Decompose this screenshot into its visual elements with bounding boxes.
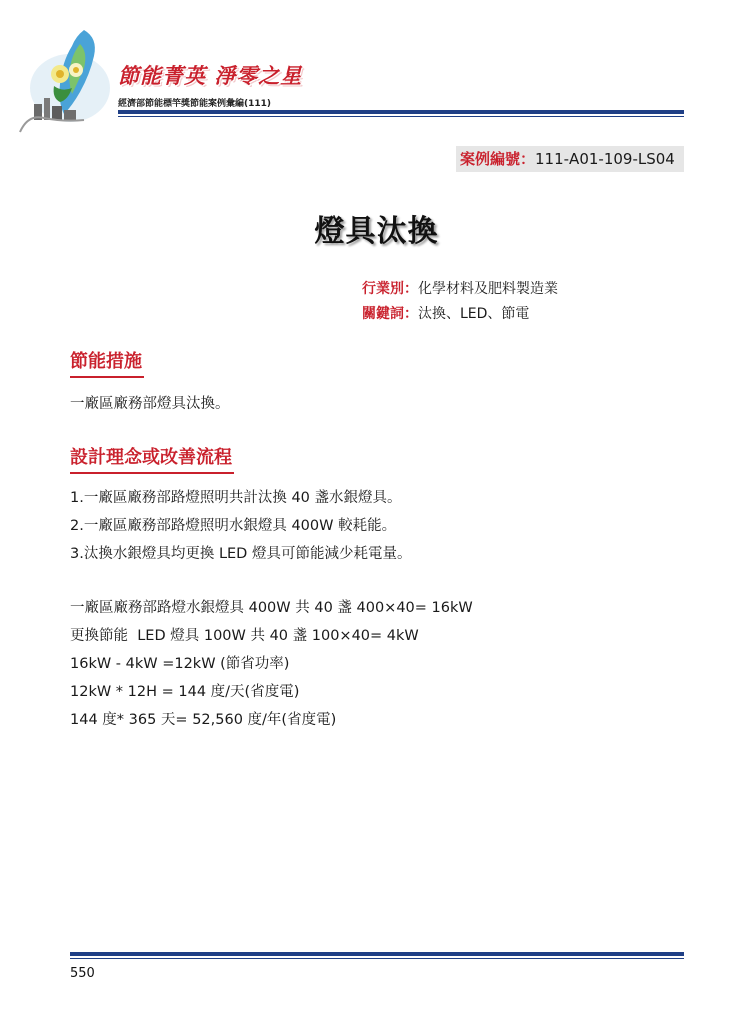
publication-subtitle: 經濟部節能標竿獎節能案例彙編(111) [118, 99, 272, 109]
section-heading-design: 設計理念或改善流程 [70, 443, 234, 474]
footer-rule [70, 952, 684, 956]
keywords-label: 關鍵詞： [362, 306, 418, 322]
design-item-1: 1.一廠區廠務部路燈照明共計汰換 40 盞水銀燈具。 [70, 490, 402, 506]
case-number-box [456, 146, 684, 172]
calc-line-4: 12kW * 12H = 144 度/天(省度電) [70, 684, 300, 700]
calc-line-3: 16kW - 4kW =12kW (節省功率) [70, 656, 290, 672]
industry-value: 化學材料及肥料製造業 [418, 281, 558, 297]
measures-text: 一廠區廠務部燈具汰換。 [70, 396, 230, 412]
section-heading-measures: 節能措施 [70, 347, 144, 378]
page-number: 550 [70, 966, 95, 981]
design-item-3: 3.汰換水銀燈具均更換 LED 燈具可節能減少耗電量。 [70, 546, 412, 562]
header-rule-thin [118, 116, 684, 117]
design-item-2: 2.一廠區廠務部路燈照明水銀燈具 400W 較耗能。 [70, 518, 397, 534]
calc-line-2: 更換節能 LED 燈具 100W 共 40 盞 100×40= 4kW [70, 628, 419, 644]
publication-logo [14, 22, 114, 134]
publication-title: 節能菁英 淨零之星 [118, 63, 303, 88]
header-rule [118, 110, 684, 114]
industry-label: 行業別： [362, 281, 418, 297]
taiwan-globe-icon [14, 22, 114, 134]
case-number-label: 案例編號： [460, 150, 536, 168]
calc-line-1: 一廠區廠務部路燈水銀燈具 400W 共 40 盞 400×40= 16kW [70, 600, 473, 616]
calc-line-5: 144 度* 365 天= 52,560 度/年(省度電) [70, 712, 337, 728]
industry-line [362, 278, 558, 298]
keywords-value: 汰換、LED、節電 [418, 306, 530, 322]
case-number-value: 111-A01-109-LS04 [535, 150, 675, 168]
keywords-line [362, 303, 529, 323]
footer-rule-thin [70, 958, 684, 959]
page-title: 燈具汰換 [314, 214, 439, 249]
